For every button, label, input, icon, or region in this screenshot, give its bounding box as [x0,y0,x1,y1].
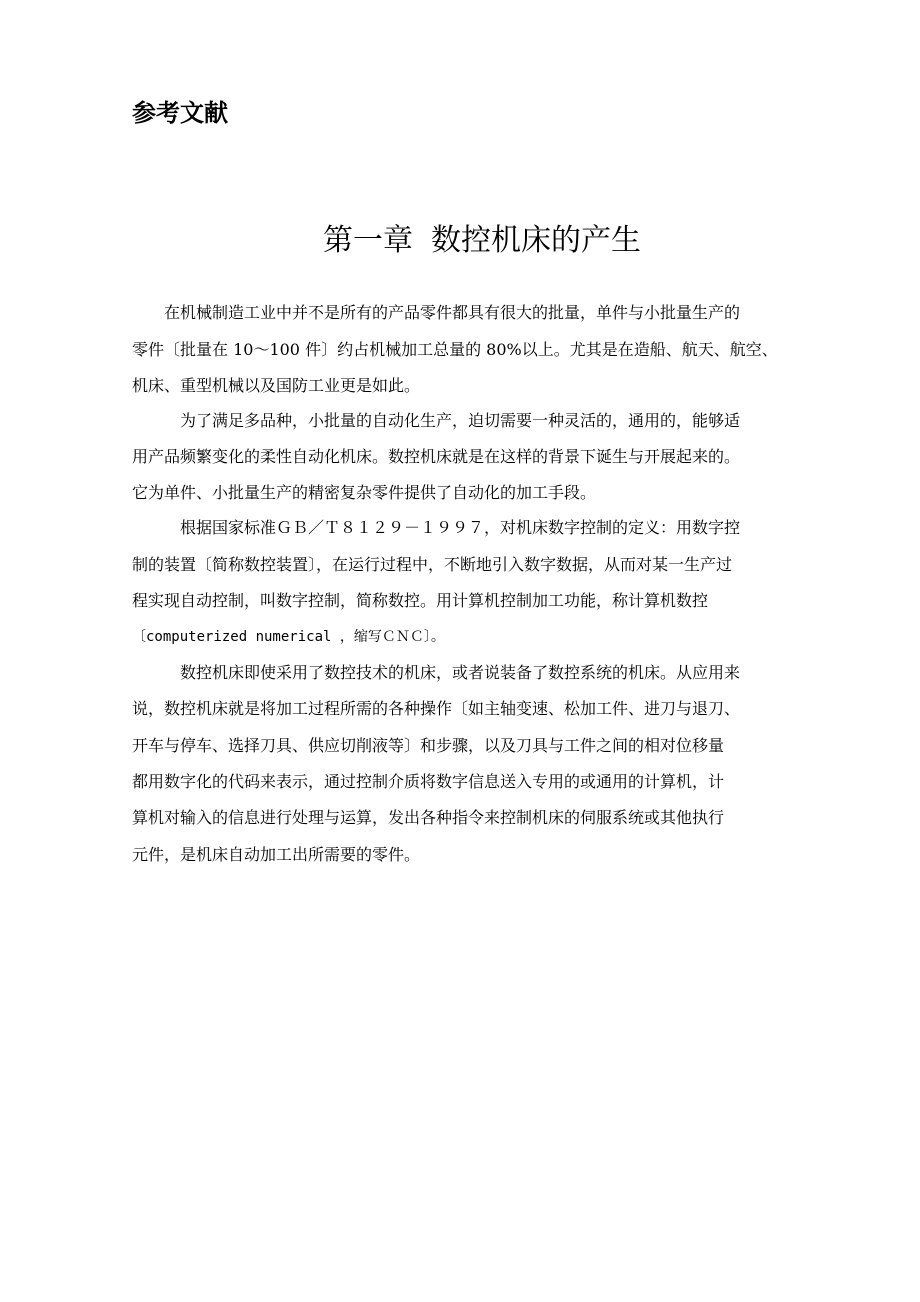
paragraph-line: 说，数控机床就是将加工过程所需的各种操作〔如主轴变速、松加工件、进刀与退刀、 [132,699,741,718]
paragraph-line: 程实现自动控制，叫数字控制，简称数控。用计算机控制加工功能，称计算机数控 [132,591,709,610]
chapter-number: 第一章 [323,223,413,258]
paragraph-line: 在机械制造工业中并不是所有的产品零件都具有很大的批量，单件与小批量生产的 [164,303,741,322]
paragraph-line: 〔computerized numerical ，缩写ＣＮＣ〕。 [132,629,445,645]
chapter-name: 数控机床的产生 [431,223,641,258]
paragraph-line: 数控机床即使采用了数控技术的机床，或者说装备了数控系统的机床。从应用来 [180,663,741,682]
paragraph-line: 根据国家标准ＧＢ／Ｔ８１２９－１９９７，对机床数字控制的定义：用数字控 [180,518,741,537]
paragraph-line: 零件〔批量在 10～100 件〕约占机械加工总量的 80%以上。尤其是在造船、航天、航空、 [132,340,778,359]
paragraph-line: 用产品频繁变化的柔性自动化机床。数控机床就是在这样的背景下诞生与开展起来的。 [132,447,741,466]
paragraph-line: 为了满足多品种，小批量的自动化生产，迫切需要一种灵活的，通用的，能够适 [180,411,741,430]
paragraph-line: 开车与停车、选择刀具、供应切削液等〕和步骤，以及刀具与工件之间的相对位移量 [132,736,725,755]
paragraph-line: 算机对输入的信息进行处理与运算，发出各种指令来控制机床的伺服系统或其他执行 [132,808,725,827]
paragraph-line: 制的装置〔简称数控装置〕，在运行过程中，不断地引入数字数据，从而对某一生产过 [132,555,733,574]
paragraph-line: 机床、重型机械以及国防工业更是如此。 [132,376,421,395]
section-heading: 参考文献 [132,99,228,127]
paragraph-line: 它为单件、小批量生产的精密复杂零件提供了自动化的加工手段。 [132,483,597,502]
paragraph-line: 都用数字化的代码来表示，通过控制介质将数字信息送入专用的或通用的计算机，计 [132,772,725,791]
paragraph-line: 元件，是机床自动加工出所需要的零件。 [132,845,421,864]
chapter-title [0,220,920,262]
